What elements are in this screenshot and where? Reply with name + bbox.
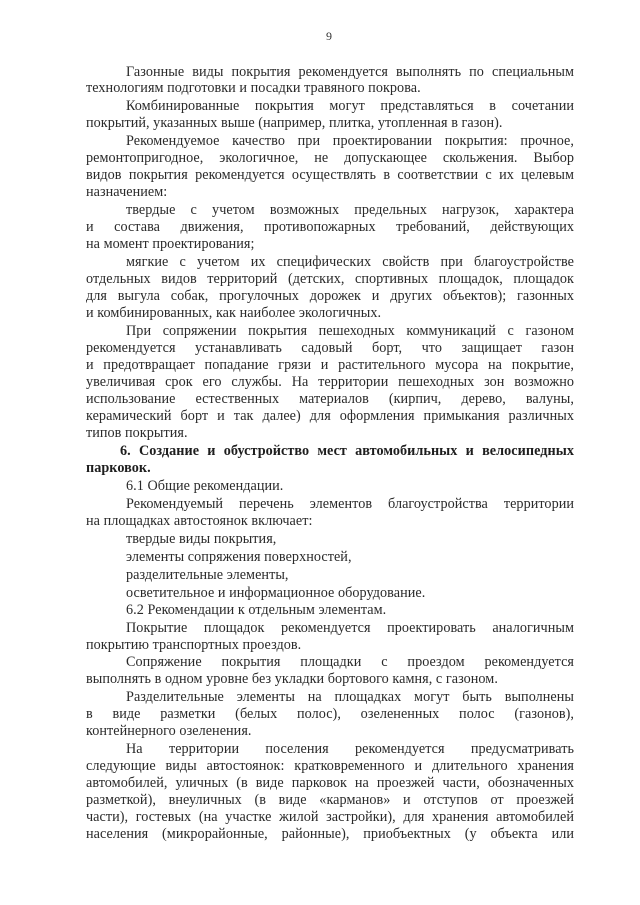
text-line: на площадках автостоянок включает: xyxy=(86,513,313,529)
text-line: Рекомендуемое качество при проектировании покрытия: прочное, xyxy=(126,133,574,149)
text-line: Рекомендуемый перечень элементов благоустройства территории xyxy=(126,496,574,512)
text-line: автомобилей, уличных (в виде парковок на проезжей части, обозначенных xyxy=(86,775,574,791)
text-line: отдельных видов территорий (детских, спортивных площадок, площадок xyxy=(86,271,574,287)
text-line: и комбинированных, как наиболее экологичных. xyxy=(86,305,382,321)
text-line: технологиям подготовки и посадки травяного покрова. xyxy=(86,80,421,96)
list-item: разделительные элементы, xyxy=(126,567,289,583)
text-line: Разделительные элементы на площадках могут быть выполнены xyxy=(126,689,574,705)
text-line: Сопряжение покрытия площадки с проездом рекомендуется xyxy=(126,654,574,670)
text-line: на момент проектирования; xyxy=(86,236,255,252)
text-line: видов покрытия рекомендуется осуществлять в соответствии с их целевым xyxy=(86,167,574,183)
text-line: в виде разметки (белых полос), озелененных полос (газонов), xyxy=(86,706,574,722)
text-line: рекомендуется устанавливать садовый борт, что защищает газон xyxy=(86,340,574,356)
text-line: назначением: xyxy=(86,184,168,200)
text-line: покрытий, указанных выше (например, плитка, утопленная в газон). xyxy=(86,115,503,131)
text-line: При сопряжении покрытия пешеходных коммуникаций с газоном xyxy=(126,323,574,339)
section-heading: парковок. xyxy=(86,460,151,476)
text-line: разметкой), внеуличных (в виде «карманов» и отступов от проезжей xyxy=(86,792,574,808)
text-line: и состава движения, противопожарных требований, действующих xyxy=(86,219,574,235)
text-line: На территории поселения рекомендуется предусматривать xyxy=(126,741,574,757)
list-item: осветительное и информационное оборудование. xyxy=(126,585,426,601)
text-line: Комбинированные покрытия могут представляться в сочетании xyxy=(126,98,574,114)
text-line: мягкие с учетом их специфических свойств при благоустройстве xyxy=(126,254,574,270)
text-line: и предотвращает попадание грязи и растительного мусора на покрытие, xyxy=(86,357,574,373)
text-line: использование естественных материалов (кирпич, дерево, валуны, xyxy=(86,391,574,407)
text-line: ремонтопригодное, экологичное, не допускающее скольжения. Выбор xyxy=(86,150,574,166)
text-line: выполнять в одном уровне без укладки бортового камня, с газоном. xyxy=(86,671,498,687)
text-line: Газонные виды покрытия рекомендуется выполнять по специальным xyxy=(126,64,574,80)
subsection-heading: 6.1 Общие рекомендации. xyxy=(126,478,284,494)
text-line: твердые с учетом возможных предельных нагрузок, характера xyxy=(126,202,574,218)
section-heading: 6. Создание и обустройство мест автомобильных и велосипедных xyxy=(120,443,574,459)
text-line: увеличивая срок его службы. На территории пешеходных зон возможно xyxy=(86,374,574,390)
list-item: элементы сопряжения поверхностей, xyxy=(126,549,352,565)
text-line: контейнерного озеленения. xyxy=(86,723,252,739)
text-line: Покрытие площадок рекомендуется проектировать аналогичным xyxy=(126,620,574,636)
text-line: части), гостевых (на участке жилой застройки), для хранения автомобилей xyxy=(86,809,574,825)
text-line: покрытию транспортных проездов. xyxy=(86,637,302,653)
text-line: следующие виды автостоянок: кратковременного и длительного хранения xyxy=(86,758,574,774)
text-line: населения (микрорайонные, районные), приобъектных (у объекта или xyxy=(86,826,574,842)
list-item: твердые виды покрытия, xyxy=(126,531,277,547)
page-number: 9 xyxy=(326,29,332,43)
text-line: для выгула собак, прогулочных дорожек и других объектов); газонных xyxy=(86,288,574,304)
text-line: типов покрытия. xyxy=(86,425,188,441)
subsection-heading: 6.2 Рекомендации к отдельным элементам. xyxy=(126,602,387,618)
text-line: керамический борт и так далее) для оформления примыкания различных xyxy=(86,408,574,424)
